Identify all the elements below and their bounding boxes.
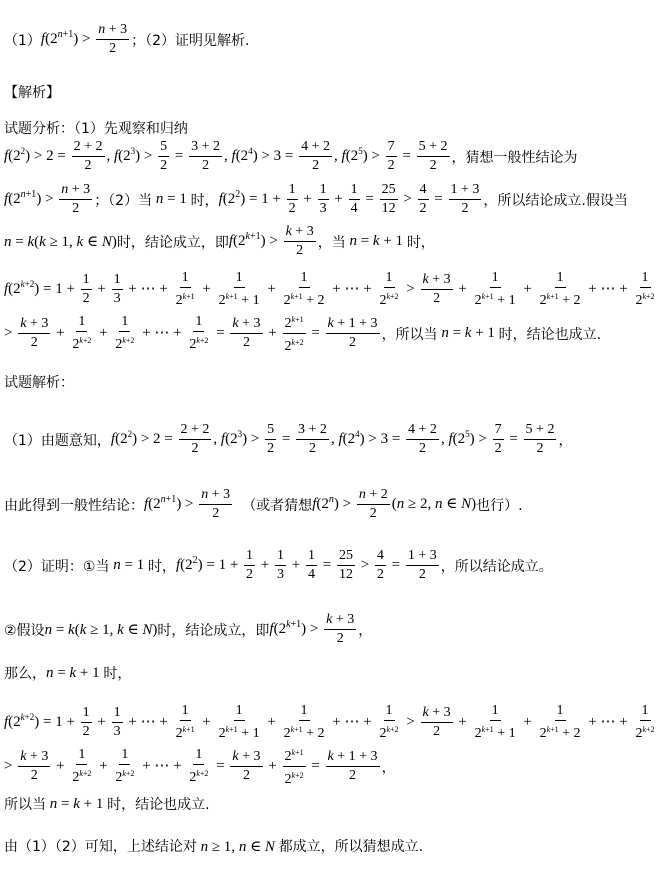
hint-observation-line <box>4 139 626 174</box>
hint-conclude: ，所以当 <box>381 326 438 343</box>
solution-proof-when: 时， <box>147 558 176 575</box>
solution-header-line <box>4 372 626 392</box>
solution-proof-n-equals-1: n = 1 <box>113 557 148 573</box>
solution-summary-line <box>4 836 626 856</box>
hint-expansion-formula-1: $f(2^{k+2}) = 1$ + $\frac{1}{2}$ + $\frac{1}{3}$ + ⋯ + $\frac{1}{2^{k+1}}$ + $\frac{1}{2^{k+1} + 1}$ + $\frac{1}{2^{k+1} + 2}$ + ⋯ + $\frac{1}{2^{k+2}}$ > $\frac{k + 3}{2}$ + $\frac{1}{2^{k+1} + 1}$ + $\frac{1}{2^{k+1} + 2}$ + ⋯ + $\frac{1}{2^{k+2}}$ <box>4 270 655 308</box>
hint-title: 试题分析：（1）先观察和归纳 <box>4 121 188 137</box>
hint-conclude-n-equals-k1: n = k + 1 <box>441 325 499 341</box>
solution-assume-line <box>4 612 626 647</box>
solution-then-end: ， <box>381 759 396 776</box>
solution-general-alt: （或者猜想 <box>242 497 313 514</box>
solution-final-end: 时，结论也成立. <box>107 797 210 813</box>
answer-separator: ；（2） <box>131 32 176 49</box>
solution-summary: 由（1）（2）可知，上述结论对 <box>4 839 197 855</box>
solution-then-label: 那么， <box>4 666 46 682</box>
observation-formula: $f(2^2) > 2$ = $\frac{2 + 2}{2}$ , $f(2^3)$ > $\frac{5}{2}$ = $\frac{3 + 2}{2}$ , $f(2^4) > 3$ = $\frac{4 + 2}{2}$ , $f(2^5)$ > $\frac{7}{2}$ = $\frac{5 + 2}{2}$ <box>4 139 448 173</box>
solution-assume-formula: n = k(k ≥ 1, k ∈ N) <box>44 622 158 638</box>
solution-then-line <box>4 663 626 683</box>
answer-line <box>4 22 626 57</box>
solution-summary-formula: n ≥ 1, n ∈ N <box>200 838 275 855</box>
solution-proof-label: （2）证明：①当 <box>4 558 110 575</box>
solution-proof-holds: ，所以结论成立。 <box>440 558 553 575</box>
hint-assumption-formula: n = k(k ≥ 1, k ∈ N) <box>4 234 117 250</box>
hint-induction-hypothesis: $f(2^{k+1})$ > $\frac{k + 3}{2}$ <box>228 224 314 258</box>
solution-then-when: 时， <box>103 666 132 682</box>
solution-proof-base-line <box>4 548 626 583</box>
analysis-header-text: 【解析】 <box>4 85 60 101</box>
solution-step1-end: ， <box>558 432 573 449</box>
solution-step1-formula: $f(2^2) > 2$ = $\frac{2 + 2}{2}$ , $f(2^3)$ > $\frac{5}{2}$ = $\frac{3 + 2}{2}$ , $f(2^4) > 3$ = $\frac{4 + 2}{2}$ , $f(2^5)$ > $\frac{7}{2}$ = $\frac{5 + 2}{2}$ <box>110 422 555 456</box>
hint-guess-line <box>4 182 626 217</box>
answer-part2-text: 证明见解析. <box>175 32 250 49</box>
hint-part2-intro: ；（2）当 <box>94 192 153 209</box>
hint-n-equals-k1: n = k + 1 <box>349 233 407 249</box>
hint-expansion-line-2 <box>4 312 626 355</box>
solution-expansion-line-1 <box>4 703 655 742</box>
hint-holds-assume: ，所以结论成立.假设当 <box>483 192 628 209</box>
solution-general-label: 由此得到一般性结论： <box>4 497 144 514</box>
hint-title-line <box>4 118 626 138</box>
hint-conclude-end: 时，结论也成立. <box>498 326 602 343</box>
hint-expansion-formula-2: > $\frac{k + 3}{2}$ + $\frac{1}{2^{k+2}}$ + $\frac{1}{2^{k+2}}$ + ⋯ + $\frac{1}{2^{k+2}}$ = $\frac{k + 3}{2}$ + $\frac{2^{k+1}}{2^{k+2}}$ = $\frac{k + 1 + 3}{2}$ <box>4 314 378 354</box>
hint-base-case-formula: $f(2^2) = 1$ + $\frac{1}{2}$ + $\frac{1}{3}$ + $\frac{1}{4}$ = $\frac{25}{12}$ > $\frac{4}{2}$ = $\frac{1 + 3}{2}$ <box>218 182 480 216</box>
solution-general-line <box>4 487 626 522</box>
solution-final-label: 所以当 <box>4 797 46 813</box>
solution-step1-label: （1）由题意知， <box>4 432 111 449</box>
hint-guess-text: ，猜想一般性结论为 <box>451 149 578 166</box>
solution-then-n-equals-k1: n = k + 1 <box>46 664 104 681</box>
solution-step1-line <box>4 422 626 457</box>
hint-guess-formula: $f(2^{n+1})$ > $\frac{n + 3}{2}$ <box>4 182 91 216</box>
solution-expansion-formula-1: $f(2^{k+2}) = 1$ + $\frac{1}{2}$ + $\frac{1}{3}$ + ⋯ + $\frac{1}{2^{k+1}}$ + $\frac{1}{2^{k+1} + 1}$ + $\frac{1}{2^{k+1} + 2}$ + ⋯ + $\frac{1}{2^{k+2}}$ > $\frac{k + 3}{2}$ + $\frac{1}{2^{k+1} + 1}$ + $\frac{1}{2^{k+1} + 2}$ + ⋯ + $\frac{1}{2^{k+2}}$ <box>4 703 655 741</box>
hint-n-equals-1: n = 1 <box>155 191 191 207</box>
hint-expansion-line-1 <box>4 270 655 309</box>
hint-when-k1: ，当 <box>317 234 346 251</box>
solution-final-n-equals-k1: n = k + 1 <box>49 795 108 812</box>
solution-expansion-formula-2: > $\frac{k + 3}{2}$ + $\frac{1}{2^{k+2}}$ + $\frac{1}{2^{k+2}}$ + ⋯ + $\frac{1}{2^{k+2}}$ = $\frac{k + 3}{2}$ + $\frac{2^{k+1}}{2^{k+2}}$ = $\frac{k + 1 + 3}{2}$ <box>4 747 378 787</box>
solution-general-alt-formula: $f(2^n)$ > $\frac{n + 2}{2}$ (n ≥ 2, n ∈ N) <box>312 487 477 521</box>
hint-holds-then: 时，结论成立，即 <box>116 234 229 251</box>
solution-header: 试题解析： <box>4 375 74 391</box>
hint-assumption-line <box>4 224 626 259</box>
solution-general-alt-end: 也行）. <box>476 497 523 514</box>
solution-assume-end: ， <box>358 622 373 639</box>
solution-assume-label: ②假设 <box>4 622 45 639</box>
solution-expansion-line-2 <box>4 745 626 788</box>
hint-when-k1-end: 时， <box>406 234 435 251</box>
solution-general-formula: $f(2^{n+1})$ > $\frac{n + 3}{2}$ <box>144 487 231 521</box>
hint-when-n1: 时， <box>190 192 219 209</box>
analysis-header <box>4 82 626 102</box>
solution-assume-hypothesis: $f(2^{k+1})$ > $\frac{k + 3}{2}$ <box>269 612 355 646</box>
answer-formula: $f(2^{n+1})$ > $\frac{n + 3}{2}$ <box>40 22 128 56</box>
solution-summary-end: 都成立，所以猜想成立. <box>278 839 424 855</box>
solution-final-line <box>4 794 626 814</box>
answer-part1-label: （1） <box>4 32 41 49</box>
solution-proof-base-formula: $f(2^2) = 1$ + $\frac{1}{2}$ + $\frac{1}{3}$ + $\frac{1}{4}$ = $\frac{25}{12}$ > $\frac{4}{2}$ = $\frac{1 + 3}{2}$ <box>175 548 437 582</box>
solution-assume-mid: 时，结论成立，即 <box>157 622 270 639</box>
